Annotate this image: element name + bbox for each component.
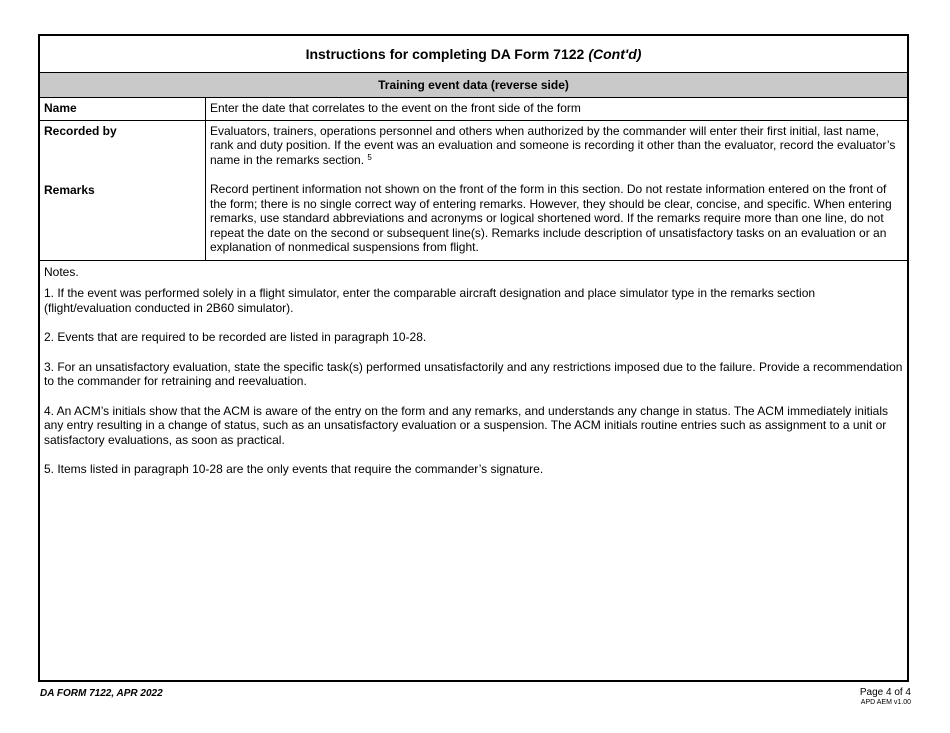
row-label: Name <box>40 98 206 120</box>
note-item: 4. An ACM’s initials show that the ACM is aware of the entry on the form and any remarks, and understands any change in status. The ACM immediately initials any entry resulting in a change of status, such as an unsatisfactory evaluation or a suspension. The ACM initials routine entries such as assignment to a unit or satisfactory evaluations, as soon as practical. <box>44 403 888 447</box>
version-code: APD AEM v1.00 <box>860 699 911 706</box>
title-suffix: (Cont'd) <box>588 46 642 62</box>
row-values <box>206 121 907 260</box>
notes-section <box>40 261 907 477</box>
row-labels <box>40 121 206 260</box>
form-id: DA FORM 7122, APR 2022 <box>40 688 163 699</box>
section-header: Training event data (reverse side) <box>40 73 907 98</box>
remarks-text: Record pertinent information not shown on the front of the form in this section. Do not restate information entered on the front of the form; there is no single correct way of entering remarks. However, they should be clear, concise, and specific. When entering remarks, use standard abbreviations and acronyms or logical shortened word. If the remarks require more than one line, do not repeat the date on the second or subsequent line(s). Remarks include description of unsatisfactory tasks on an evaluation or an explanation of nonmedical suspensions from flight. <box>210 182 892 254</box>
page-info <box>860 687 911 706</box>
remarks-label: Remarks <box>44 182 95 197</box>
row-value: Enter the date that correlates to the event on the front side of the form <box>210 101 581 115</box>
table-row-name <box>40 98 907 121</box>
title-text: Instructions for completing DA Form 7122 <box>305 46 585 62</box>
footnote-marker: 5 <box>367 152 372 162</box>
notes-heading: Notes. <box>44 264 79 279</box>
note-item: 2. Events that are required to be recorded are listed in paragraph 10-28. <box>44 330 427 344</box>
table-row-recorded-remarks <box>40 121 907 261</box>
note-item: 5. Items listed in paragraph 10-28 are the only events that require the commander’s signature. <box>44 462 544 476</box>
page-number: Page 4 of 4 <box>859 687 911 698</box>
recorded-by-label: Recorded by <box>44 123 117 138</box>
recorded-by-text <box>210 124 904 168</box>
note-item: 1. If the event was performed solely in a flight simulator, enter the comparable aircraft designation and place simulator type in the remarks section (flight/evaluation conducted in 2B60 simulator). <box>44 286 816 315</box>
form-frame <box>38 34 909 682</box>
note-item: 3. For an unsatisfactory evaluation, state the specific task(s) performed unsatisfactorily and any restrictions imposed due to the failure. Provide a recommendation to the commander for retraining and reevaluation. <box>44 359 903 388</box>
recorded-by-body: Evaluators, trainers, operations personnel and others when authorized by the commander will enter their first initial, last name, rank and duty position. If the event was an evaluation and someone is recording it other than the evaluator, record the evaluator’s name in the remarks section. <box>210 123 896 167</box>
page-title <box>40 36 907 73</box>
